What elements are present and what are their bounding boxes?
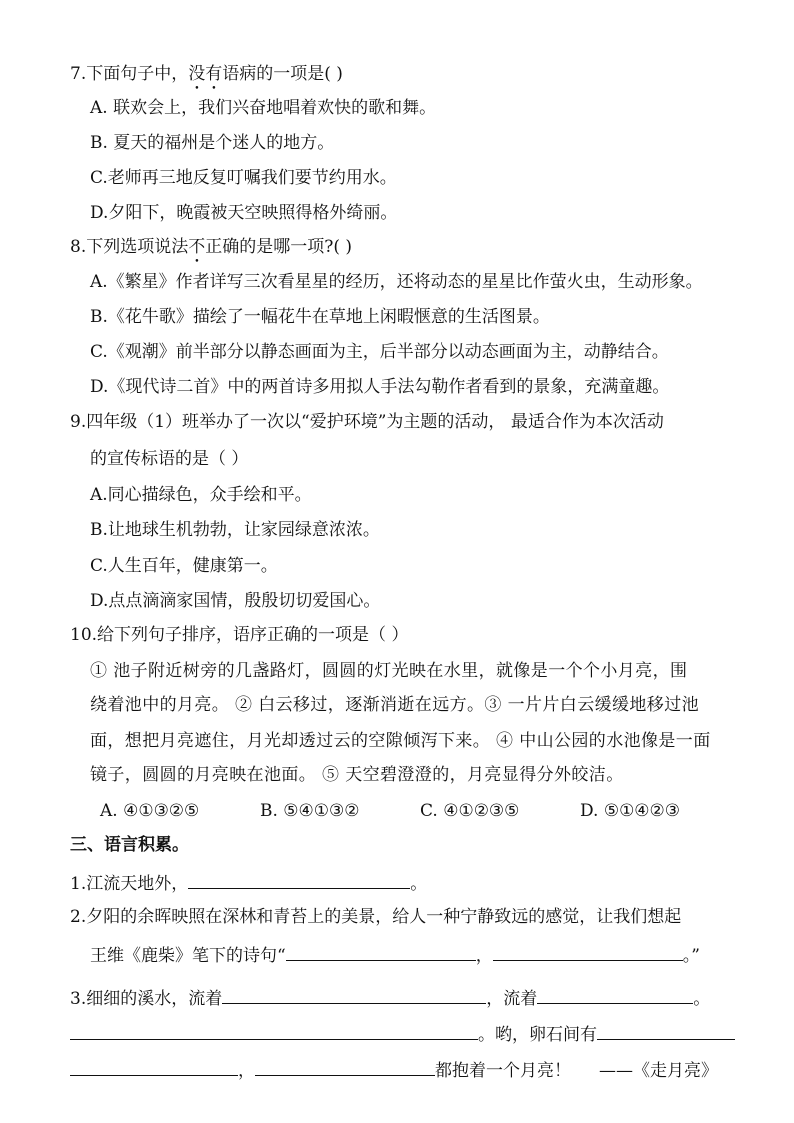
q7-prefix: 7.下面句子中，	[70, 64, 189, 84]
question-8-stem	[70, 236, 352, 267]
fill-3-line2-mid: 。哟，卵石间有	[478, 1025, 597, 1045]
fill-2-blank-1[interactable]	[286, 942, 476, 961]
q8-option-b: B.《花牛歌》描绘了一幅花牛在草地上闲暇惬意的生活图景。	[90, 307, 550, 327]
fill-3-mid: ，流着	[486, 989, 538, 1009]
fill-3-line3	[70, 1057, 718, 1082]
fill-3-blank-6[interactable]	[255, 1057, 435, 1076]
section-3-title: 三、语言积累。	[70, 835, 189, 855]
q8-option-a: A.《繁星》作者详写三次看星星的经历，还将动态的星星比作萤火虫，生动形象。	[90, 272, 703, 292]
q10-passage-line3: 面，想把月亮遮住，月光却透过云的空隙倾泻下来。 ④ 中山公园的水池像是一面	[90, 731, 711, 751]
q7-suffix: 语病的一项是( )	[222, 64, 343, 84]
fill-3-source: ——《走月亮》	[599, 1061, 718, 1081]
q7-option-b: B. 夏天的福州是个迷人的地方。	[90, 133, 335, 153]
fill-3-blank-2[interactable]	[537, 985, 693, 1004]
fill-1-blank[interactable]	[188, 870, 410, 889]
q9-option-b: B.让地球生机勃勃，让家园绿意浓浓。	[90, 520, 380, 540]
fill-2-line2	[90, 942, 700, 967]
fill-3-blank-1[interactable]	[222, 985, 486, 1004]
q8-option-d: D.《现代诗二首》中的两首诗多用拟人手法勾勒作者看到的景象，充满童趣。	[90, 377, 670, 397]
q9-option-a: A.同心描绿色，众手绘和平。	[90, 485, 312, 505]
question-10-stem: 10.给下列句子排序，语序正确的一项是（ ）	[70, 625, 409, 645]
fill-1-text: 1.江流天地外，	[70, 874, 189, 894]
q8-option-c: C.《观潮》前半部分以静态画面为主，后半部分以动态画面为主，动静结合。	[90, 342, 669, 362]
q10-passage-line4: 镜子，圆圆的月亮映在池面。 ⑤ 天空碧澄澄的，月亮显得分外皎洁。	[90, 765, 624, 785]
q9-option-c: C.人生百年，健康第一。	[90, 556, 278, 576]
fill-3-comma: ，	[238, 1061, 255, 1081]
q8-emphasis: 不	[188, 237, 206, 257]
question-9-stem-line1: 9.四年级（1）班举办了一次以“爱护环境”为主题的活动， 最适合作为本次活动	[70, 412, 664, 432]
q10-passage-line1: ① 池子附近树旁的几盏路灯，圆圆的灯光映在水里，就像是一个个小月亮，围	[90, 661, 688, 681]
fill-2-comma: ，	[475, 946, 493, 966]
q8-suffix: 正确的是哪一项?( )	[205, 237, 353, 257]
question-7-stem	[70, 63, 343, 94]
q10-choice-c: C. ④①②③⑤	[420, 801, 520, 821]
fill-2-blank-2[interactable]	[493, 942, 683, 961]
q10-choices	[100, 800, 680, 822]
q10-choice-d: D. ⑤①④②③	[580, 801, 681, 821]
fill-3-line1	[70, 985, 710, 1010]
fill-3-prefix: 3.细细的溪水，流着	[70, 989, 223, 1009]
fill-2-prefix: 王维《鹿柴》笔下的诗句“	[90, 946, 286, 966]
fill-2-end: 。”	[682, 946, 700, 966]
fill-3-line2	[70, 1021, 735, 1046]
q10-passage-line2: 绕着池中的月亮。 ② 白云移过，逐渐消逝在远方。③ 一片片白云缓缓地移过池	[90, 695, 700, 715]
q10-choice-b: B. ⑤④①③②	[260, 801, 360, 821]
fill-2-line1: 2.夕阳的余晖映照在深林和青苔上的美景，给人一种宁静致远的感觉，让我们想起	[70, 907, 682, 927]
q8-prefix: 8.下列选项说法	[70, 237, 189, 257]
q7-emphasis: 没有	[188, 64, 223, 84]
fill-3-tail: 都抱着一个月亮！	[435, 1061, 571, 1081]
question-9-stem-line2: 的宣传标语的是（ ）	[90, 449, 249, 469]
fill-1-end: 。	[410, 874, 428, 894]
q7-option-a: A. 联欢会上，我们兴奋地唱着欢快的歌和舞。	[90, 98, 437, 118]
fill-3-blank-4[interactable]	[597, 1021, 735, 1040]
fill-3-blank-5[interactable]	[70, 1057, 238, 1076]
q10-choice-a: A. ④①③②⑤	[100, 801, 200, 821]
fill-3-end: 。	[693, 989, 711, 1009]
q9-option-d: D.点点滴滴家国情，殷殷切切爱国心。	[90, 591, 381, 611]
fill-1	[70, 870, 427, 895]
q7-option-d: D.夕阳下，晚霞被天空映照得格外绮丽。	[90, 203, 398, 223]
q7-option-c: C.老师再三地反复叮嘱我们要节约用水。	[90, 168, 397, 188]
fill-3-blank-3[interactable]	[70, 1021, 478, 1040]
